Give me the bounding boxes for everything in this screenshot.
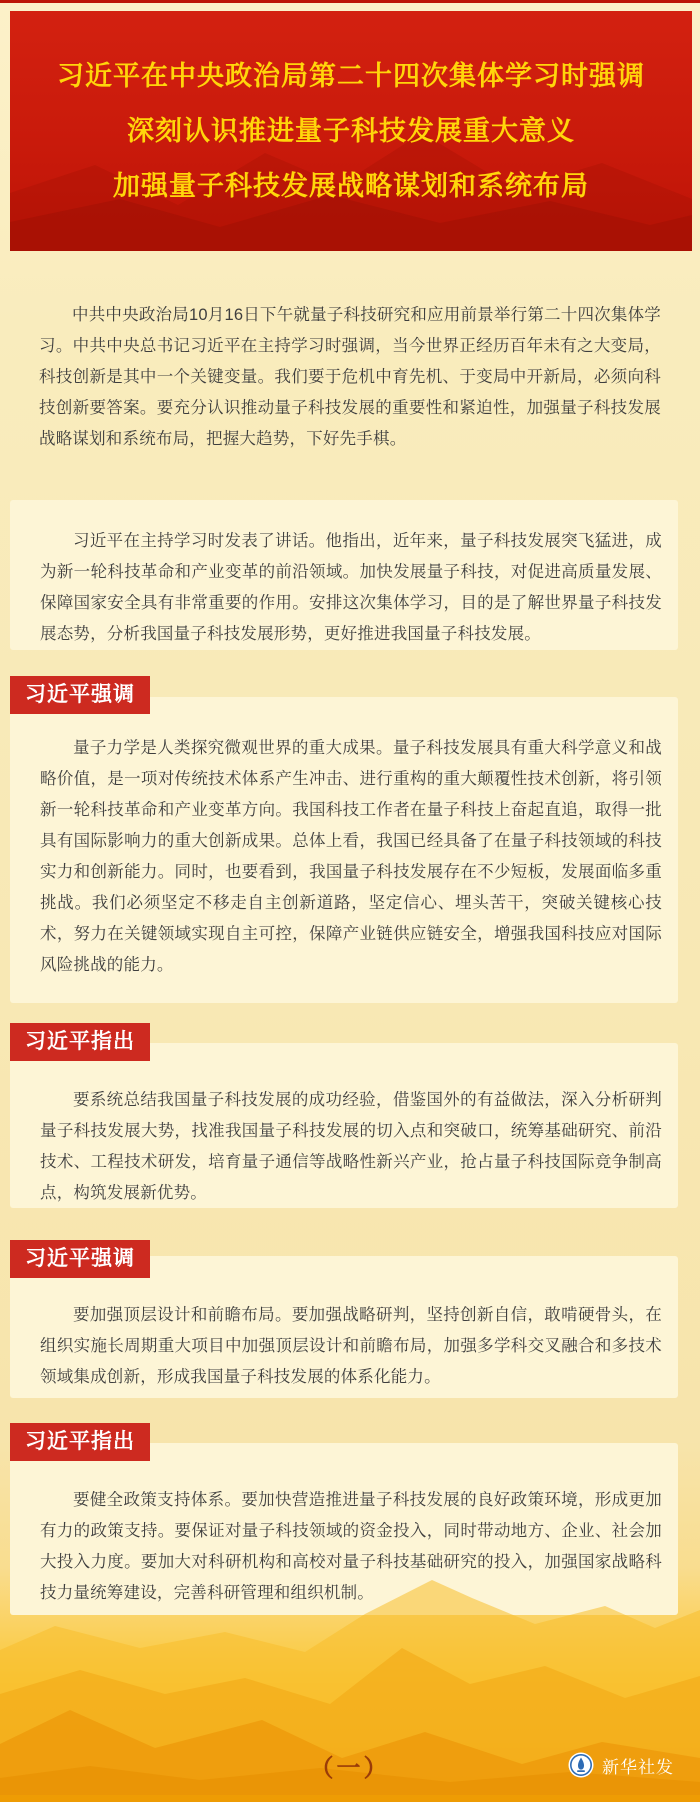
statement-text-2: 要系统总结我国量子科技发展的成功经验，借鉴国外的有益做法，深入分析研判量子科技发展大势，找准我国量子科技发展的切入点和突破口，统筹基础研究、前沿技术、工程技术研发，培育量子通信等战略性新兴产业，抢占量子科技国际竞争制高点，构筑发展新优势。	[40, 1091, 662, 1202]
headline-banner	[10, 11, 692, 251]
statement-badge-2: 习近平指出	[10, 1023, 150, 1061]
top-accent-line	[0, 0, 700, 3]
agency-credit	[568, 1752, 674, 1778]
statement-text-3: 要加强顶层设计和前瞻布局。要加强战略研判，坚持创新自信，敢啃硬骨头，在组织实施长周期重大项目中加强顶层设计和前瞻布局，加强多学科交叉融合和多技术领域集成创新，形成我国量子科技发展的体系化能力。	[40, 1306, 662, 1386]
credit-label: 新华社发	[602, 1757, 674, 1777]
banner-title-line-3: 加强量子科技发展战略谋划和系统布局	[113, 170, 589, 201]
statement-box-2	[10, 1043, 678, 1208]
banner-title-line-2: 深刻认识推进量子科技发展重大意义	[127, 115, 575, 146]
statement-text-4: 要健全政策支持体系。要加快营造推进量子科技发展的良好政策环境，形成更加有力的政策支持。要保证对量子科技领域的资金投入，同时带动地方、企业、社会加大投入力度。要加大对科研机构和高校对量子科技基础研究的投入，加强国家战略科技力量统筹建设，完善科研管理和组织机制。	[40, 1491, 662, 1602]
page-number: （一）	[309, 1755, 391, 1782]
statement-badge-1: 习近平强调	[10, 676, 150, 714]
intro-highlight-box	[10, 500, 678, 650]
intro-paragraph-1: 中共中央政治局10月16日下午就量子科技研究和应用前景举行第二十四次集体学习。中共中央总书记习近平在主持学习时强调，当今世界正经历百年未有之大变局，科技创新是其中一个关键变量。我们要于危机中育先机、于变局中开新局，必须向科技创新要答案。要充分认识推动量子科技发展的重要性和紧迫性，加强量子科技发展战略谋划和系统布局，把握大趋势，下好先手棋。	[39, 306, 661, 448]
banner-title-block	[10, 11, 692, 251]
statement-text-1: 量子力学是人类探究微观世界的重大成果。量子科技发展具有重大科学意义和战略价值，是一项对传统技术体系产生冲击、进行重构的重大颠覆性技术创新，将引领新一轮科技革命和产业变革方向。我国科技工作者在量子科技上奋起直追，取得一批具有国际影响力的重大创新成果。总体上看，我国已经具备了在量子科技领域的科技实力和创新能力。同时，也要看到，我国量子科技发展存在不少短板，发展面临多重挑战。我们必须坚定不移走自主创新道路，坚定信心、埋头苦干，突破关键核心技术，努力在关键领域实现自主可控，保障产业链供应链安全，增强我国科技应对国际风险挑战的能力。	[40, 739, 662, 974]
banner-title-line-1: 习近平在中央政治局第二十四次集体学习时强调	[57, 60, 645, 91]
statement-badge-4: 习近平指出	[10, 1423, 150, 1461]
statement-box-1	[10, 697, 678, 1003]
statement-badge-3: 习近平强调	[10, 1240, 150, 1278]
xinhua-logo-icon	[568, 1752, 594, 1778]
intro-paragraph-2: 习近平在主持学习时发表了讲话。他指出，近年来，量子科技发展突飞猛进，成为新一轮科技革命和产业变革的前沿领域。加快发展量子科技，对促进高质量发展、保障国家安全具有非常重要的作用。安排这次集体学习，目的是了解世界量子科技发展态势，分析我国量子科技发展形势，更好推进我国量子科技发展。	[40, 532, 662, 643]
